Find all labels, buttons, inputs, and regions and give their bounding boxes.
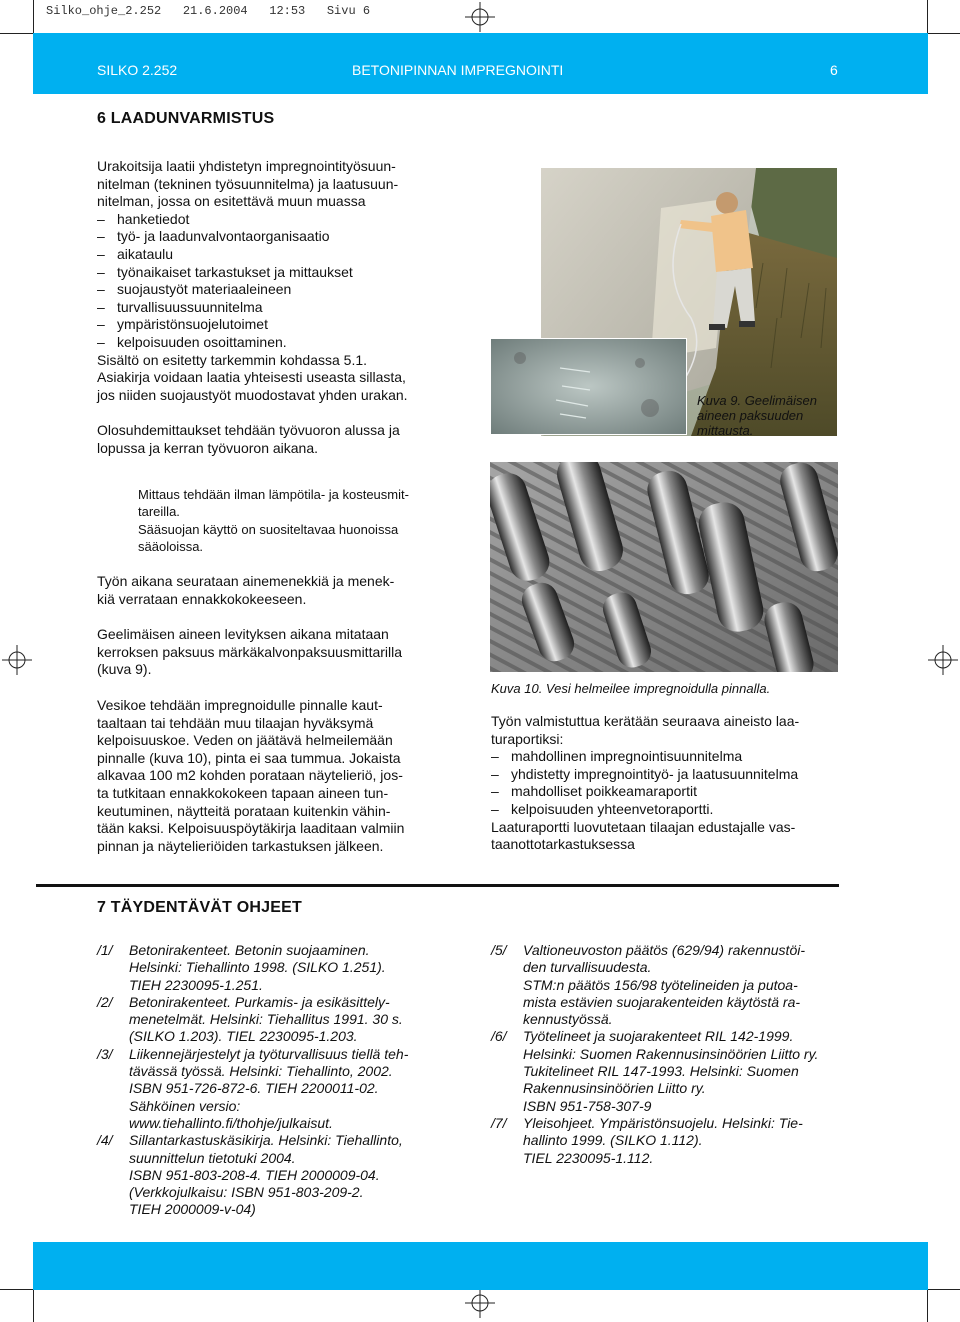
reference-line: TIEH 2230095-1.251. bbox=[129, 976, 263, 993]
reference-line: Liikennejärjestelyt ja työturvallisuus tiellä teh- bbox=[129, 1045, 409, 1062]
reference-line: suunnittelun tietotuki 2004. bbox=[129, 1149, 296, 1166]
reference-number: /5/ bbox=[491, 942, 507, 958]
note-line: sääoloissa. bbox=[138, 539, 204, 555]
reference-line: Tukitelineet RIL 147-1993. Helsinki: Suomen bbox=[523, 1063, 799, 1080]
text-line: pinnan ja näytelieriöiden tarkastuksen jälkeen. bbox=[97, 837, 384, 854]
note-block bbox=[138, 486, 458, 556]
text-line: nitelman (tekninen työsuunnitelma) ja laatusuun- bbox=[97, 175, 399, 192]
crop-mark bbox=[928, 33, 960, 34]
list-item: – yhdistetty impregnointityö- ja laatusuunnitelma bbox=[491, 765, 799, 782]
reference-item bbox=[97, 1132, 462, 1218]
doc-id: SILKO 2.252 bbox=[97, 62, 178, 78]
text-line: Laaturaportti luovutetaan tilaajan edustajalle vas- bbox=[491, 818, 796, 835]
left-column bbox=[97, 158, 457, 458]
reference-number: /4/ bbox=[97, 1132, 113, 1149]
reference-number: /7/ bbox=[491, 1114, 507, 1131]
reference-line: kennustyössä. bbox=[523, 1011, 613, 1028]
reference-item bbox=[97, 942, 462, 994]
text-line: Urakoitsija laatii yhdistetyn impregnointityösuun- bbox=[97, 158, 396, 174]
reference-line: Työtelineet ja suojarakenteet RIL 142-1999. bbox=[523, 1028, 794, 1045]
reference-line: ISBN 951-758-307-9 bbox=[523, 1097, 652, 1114]
note-line: tareilla. bbox=[138, 504, 180, 520]
registration-mark-icon bbox=[465, 2, 495, 32]
section-7-title: 7 TÄYDENTÄVÄT OHJEET bbox=[97, 899, 302, 916]
reference-line: mista estävien suojarakenteiden käytöstä ra- bbox=[523, 993, 801, 1010]
text-line: kiä verrataan ennakkokokeeseen. bbox=[97, 590, 307, 607]
reference-line: Rakennusinsinöörien Liitto ry. bbox=[523, 1080, 706, 1097]
text-line: Olosuhdemittaukset tehdään työvuoron alussa ja bbox=[97, 422, 400, 439]
caption-figure-10: Kuva 10. Vesi helmeilee impregnoidulla pinnalla. bbox=[491, 681, 771, 696]
reference-line: Helsinki: Tiehallinto 1998. (SILKO 1.251). bbox=[129, 959, 386, 976]
reference-item bbox=[97, 994, 462, 1046]
crop-mark bbox=[0, 33, 33, 34]
text-line: keutuminen, näytteitä porataan kuitenkin vähin- bbox=[97, 802, 391, 819]
caption-figure-9 bbox=[697, 393, 837, 438]
text-line: (kuva 9). bbox=[97, 661, 152, 678]
text-line: ta tutkitaan ennakkokokeen tapaan aineen tun- bbox=[97, 784, 389, 801]
text-line: Geelimäisen aineen levityksen aikana mitataan bbox=[97, 626, 389, 643]
text-line: jos niiden suojaustyöt muodostavat yhden urakan. bbox=[97, 386, 408, 403]
list-item: – hanketiedot bbox=[97, 210, 190, 227]
crop-mark bbox=[33, 1290, 34, 1322]
text-line: Sisältö on esitetty tarkemmin kohdassa 5.1. bbox=[97, 351, 368, 368]
reference-item bbox=[491, 1028, 851, 1114]
list-item: – työ- ja laadunvalvontaorganisaatio bbox=[97, 228, 330, 245]
note-line: Mittaus tehdään ilman lämpötila- ja kosteusmit- bbox=[138, 487, 409, 502]
text-line: lopussa ja kerran työvuoron aikana. bbox=[97, 439, 319, 456]
footer-band bbox=[33, 1242, 928, 1290]
reference-line: Helsinki: Suomen Rakennusinsinöörien Liitto ry. bbox=[523, 1045, 819, 1062]
text-line: kerroksen paksuus märkäkalvonpaksuusmittarilla bbox=[97, 643, 403, 660]
reference-line: ISBN 951-803-208-4. TIEH 2000009-04. bbox=[129, 1166, 380, 1183]
crop-mark bbox=[927, 0, 928, 33]
reference-number: /2/ bbox=[97, 993, 113, 1010]
registration-mark-icon bbox=[928, 645, 958, 675]
reference-item bbox=[491, 1115, 851, 1167]
references-left bbox=[97, 942, 462, 1219]
caption-line: aineen paksuuden bbox=[697, 408, 804, 423]
crop-mark bbox=[927, 1290, 928, 1322]
reference-line: tävässä työssä. Helsinki: Tiehallinto, 2002. bbox=[129, 1063, 393, 1080]
registration-mark-icon bbox=[465, 1288, 495, 1318]
section-6-title: 6 LAADUNVARMISTUS bbox=[97, 110, 275, 127]
text-line: alkavaa 100 m2 kohden porataan näytelieriö, jos- bbox=[97, 767, 403, 784]
reference-line: Sillantarkastuskäsikirja. Helsinki: Tiehallinto, bbox=[129, 1132, 403, 1149]
reference-line: Sähköinen versio: bbox=[129, 1097, 241, 1114]
reference-item bbox=[491, 942, 851, 1028]
list-item: – aikataulu bbox=[97, 245, 174, 262]
reference-line: menetelmät. Helsinki: Tiehallitus 1991. 30 s. bbox=[129, 1011, 403, 1028]
reference-line: (Verkkojulkaisu: ISBN 951-803-209-2. bbox=[129, 1184, 364, 1201]
list-item: – kelpoisuuden osoittaminen. bbox=[97, 333, 287, 350]
crop-mark bbox=[0, 1289, 33, 1290]
text-line: taaltaan tai tehdään muu tilaajan hyväksymä bbox=[97, 714, 374, 731]
reference-item bbox=[97, 1046, 462, 1132]
text-line: turaportiksi: bbox=[491, 730, 564, 747]
left-column-lower bbox=[97, 573, 457, 855]
doc-title: BETONIPINNAN IMPREGNOINTI bbox=[352, 62, 564, 78]
reference-number: /1/ bbox=[97, 942, 113, 958]
photo-water-beading bbox=[490, 462, 838, 672]
right-column bbox=[491, 713, 841, 854]
list-item: – turvallisuussuunnitelma bbox=[97, 298, 263, 315]
reference-line: Betonirakenteet. Purkamis- ja esikäsittely- bbox=[129, 993, 390, 1010]
registration-mark-icon bbox=[2, 645, 32, 675]
reference-line: Betonirakenteet. Betonin suojaaminen. bbox=[129, 942, 370, 958]
list-item: – kelpoisuuden yhteenvetoraportti. bbox=[491, 800, 714, 817]
references-right bbox=[491, 942, 851, 1167]
list-item: – työnaikaiset tarkastukset ja mittaukset bbox=[97, 263, 353, 280]
section-divider bbox=[36, 884, 839, 887]
caption-line: Kuva 9. Geelimäisen bbox=[697, 393, 817, 408]
note-line: Sääsuojan käyttö on suositeltavaa huonoissa bbox=[138, 521, 399, 537]
text-line: nitelman, jossa on esitettävä muun muassa bbox=[97, 193, 366, 210]
crop-mark bbox=[33, 0, 34, 33]
reference-line: STM:n päätös 156/98 työtelineiden ja putoa- bbox=[523, 976, 798, 993]
caption-line: mittausta. bbox=[697, 423, 754, 438]
list-item: – ympäristönsuojelutoimet bbox=[97, 316, 268, 333]
print-slug-line: Silko_ohje_2.252 21.6.2004 12:53 Sivu 6 bbox=[46, 4, 371, 18]
reference-line: Yleisohjeet. Ympäristönsuojelu. Helsinki: Tie- bbox=[523, 1114, 803, 1131]
reference-line: (SILKO 1.203). TIEL 2230095-1.203. bbox=[129, 1028, 358, 1045]
reference-line: Valtioneuvoston päätös (629/94) rakennustöi- bbox=[523, 942, 805, 958]
reference-line: den turvallisuudesta. bbox=[523, 959, 652, 976]
list-item: – mahdolliset poikkeamaraportit bbox=[491, 783, 697, 800]
text-line: Vesikoe tehdään impregnoidulle pinnalle kaut- bbox=[97, 696, 383, 713]
text-line: kelpoisuuskoe. Veden on jäätävä helmeilemään bbox=[97, 732, 393, 749]
text-line: tään kaksi. Kelpoisuuspöytäkirja laaditaan valmiin bbox=[97, 820, 405, 837]
text-line: taanottotarkastuksessa bbox=[491, 836, 635, 853]
list-item: – suojaustyöt materiaaleineen bbox=[97, 281, 292, 298]
text-line: Työn aikana seurataan ainemenekkiä ja menek- bbox=[97, 573, 395, 589]
list-item: – mahdollinen impregnointisuunnitelma bbox=[491, 748, 743, 765]
reference-number: /6/ bbox=[491, 1028, 507, 1045]
reference-line: TIEL 2230095-1.112. bbox=[523, 1149, 654, 1166]
photo-thickness-gauge bbox=[490, 338, 687, 435]
reference-line: hallinto 1999. (SILKO 1.112). bbox=[523, 1132, 703, 1149]
text-line: Työn valmistuttua kerätään seuraava aineisto laa- bbox=[491, 713, 800, 729]
text-line: pinnalle (kuva 10), pinta ei saa tummua. Jokaista bbox=[97, 749, 401, 766]
crop-mark bbox=[928, 1289, 960, 1290]
reference-link[interactable]: www.tiehallinto.fi/thohje/julkaisut. bbox=[129, 1114, 333, 1131]
page-number: 6 bbox=[830, 62, 838, 78]
reference-line: TIEH 2000009-v-04) bbox=[129, 1201, 256, 1218]
reference-number: /3/ bbox=[97, 1045, 113, 1062]
reference-line: ISBN 951-726-872-6. TIEH 2200011-02. bbox=[129, 1080, 379, 1097]
text-line: Asiakirja voidaan laatia yhteisesti useasta sillasta, bbox=[97, 369, 406, 386]
